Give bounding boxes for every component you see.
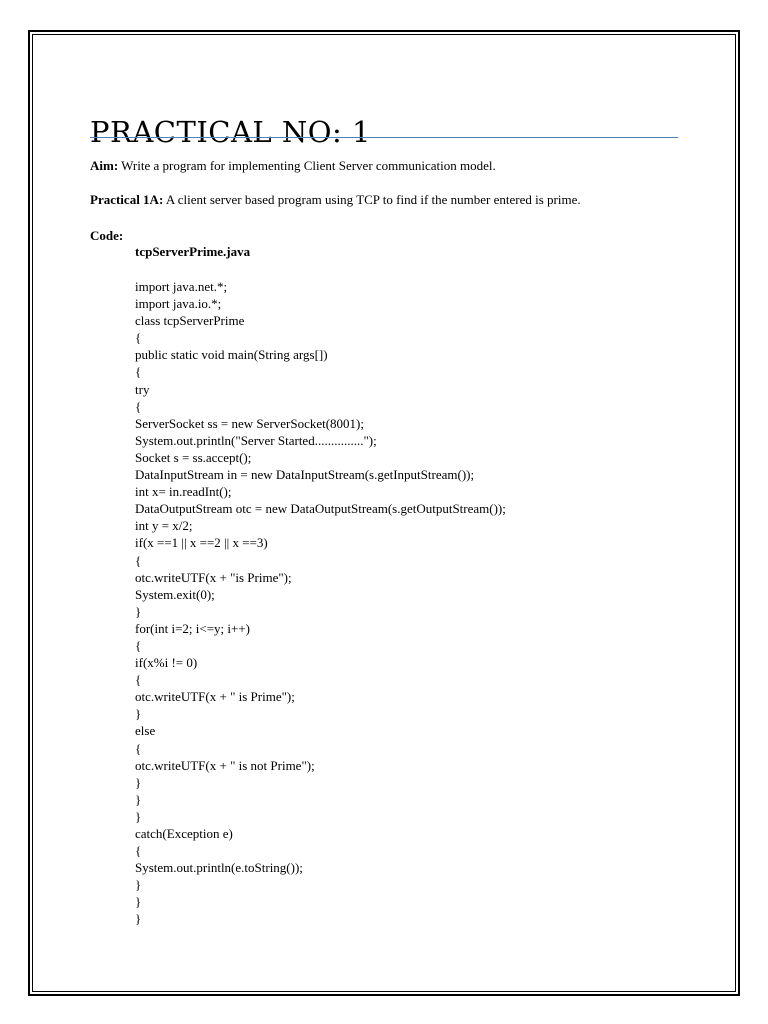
code-line: }	[135, 877, 142, 893]
practical-text: A client server based program using TCP to find if the number entered is prime.	[163, 192, 581, 207]
code-line: public static void main(String args[])	[135, 347, 328, 363]
code-line: }	[135, 894, 142, 910]
aim-label: Aim:	[90, 158, 119, 173]
practical-label: Practical 1A:	[90, 192, 164, 207]
code-line: else	[135, 723, 156, 739]
code-line: int y = x/2;	[135, 518, 193, 534]
code-line: {	[135, 740, 142, 756]
code-line: otc.writeUTF(x + " is not Prime");	[135, 757, 315, 773]
code-line: }	[135, 706, 142, 722]
code-line: {	[135, 364, 142, 380]
code-line: DataInputStream in = new DataInputStream(s.getInputStream());	[135, 467, 475, 483]
aim-text: Write a program for implementing Client Server communication model.	[118, 158, 496, 173]
code-line: {	[135, 330, 142, 346]
code-line: catch(Exception e)	[135, 826, 233, 841]
title-underline	[90, 137, 678, 138]
code-label: Code:	[90, 228, 124, 243]
page-title: PRACTICAL NO: 1	[90, 115, 371, 150]
code-line: if(x%i != 0)	[135, 655, 198, 671]
code-line: }	[135, 808, 142, 824]
code-line: {	[135, 637, 142, 653]
code-line: otc.writeUTF(x + " is Prime");	[135, 689, 295, 705]
code-line: System.out.println("Server Started...............");	[135, 432, 377, 448]
code-line: if(x ==1 || x ==2 || x ==3)	[135, 535, 268, 551]
code-line: }	[135, 603, 142, 619]
code-line: try	[135, 381, 150, 397]
code-line: otc.writeUTF(x + "is Prime");	[135, 569, 292, 585]
code-line: }	[135, 791, 142, 807]
code-filename: tcpServerPrime.java	[135, 244, 251, 259]
practical-paragraph	[90, 191, 581, 208]
code-line: {	[135, 672, 142, 688]
code-line: import java.net.*;	[135, 279, 228, 294]
code-line: int x= in.readInt();	[135, 484, 232, 500]
code-line: import java.io.*;	[135, 296, 222, 312]
code-line: System.exit(0);	[135, 586, 215, 602]
code-line: }	[135, 774, 142, 790]
aim-paragraph	[90, 157, 496, 174]
code-line: {	[135, 552, 142, 568]
code-line: }	[135, 911, 142, 927]
code-block	[135, 278, 506, 928]
code-line: ServerSocket ss = new ServerSocket(8001);	[135, 415, 364, 431]
code-line: Socket s = ss.accept();	[135, 449, 252, 465]
code-line: System.out.println(e.toString());	[135, 860, 303, 876]
code-line: DataOutputStream otc = new DataOutputStream(s.getOutputStream());	[135, 501, 506, 517]
code-line: {	[135, 843, 142, 859]
code-line: for(int i=2; i<=y; i++)	[135, 620, 251, 636]
code-line: class tcpServerPrime	[135, 313, 245, 329]
code-line: {	[135, 398, 142, 414]
